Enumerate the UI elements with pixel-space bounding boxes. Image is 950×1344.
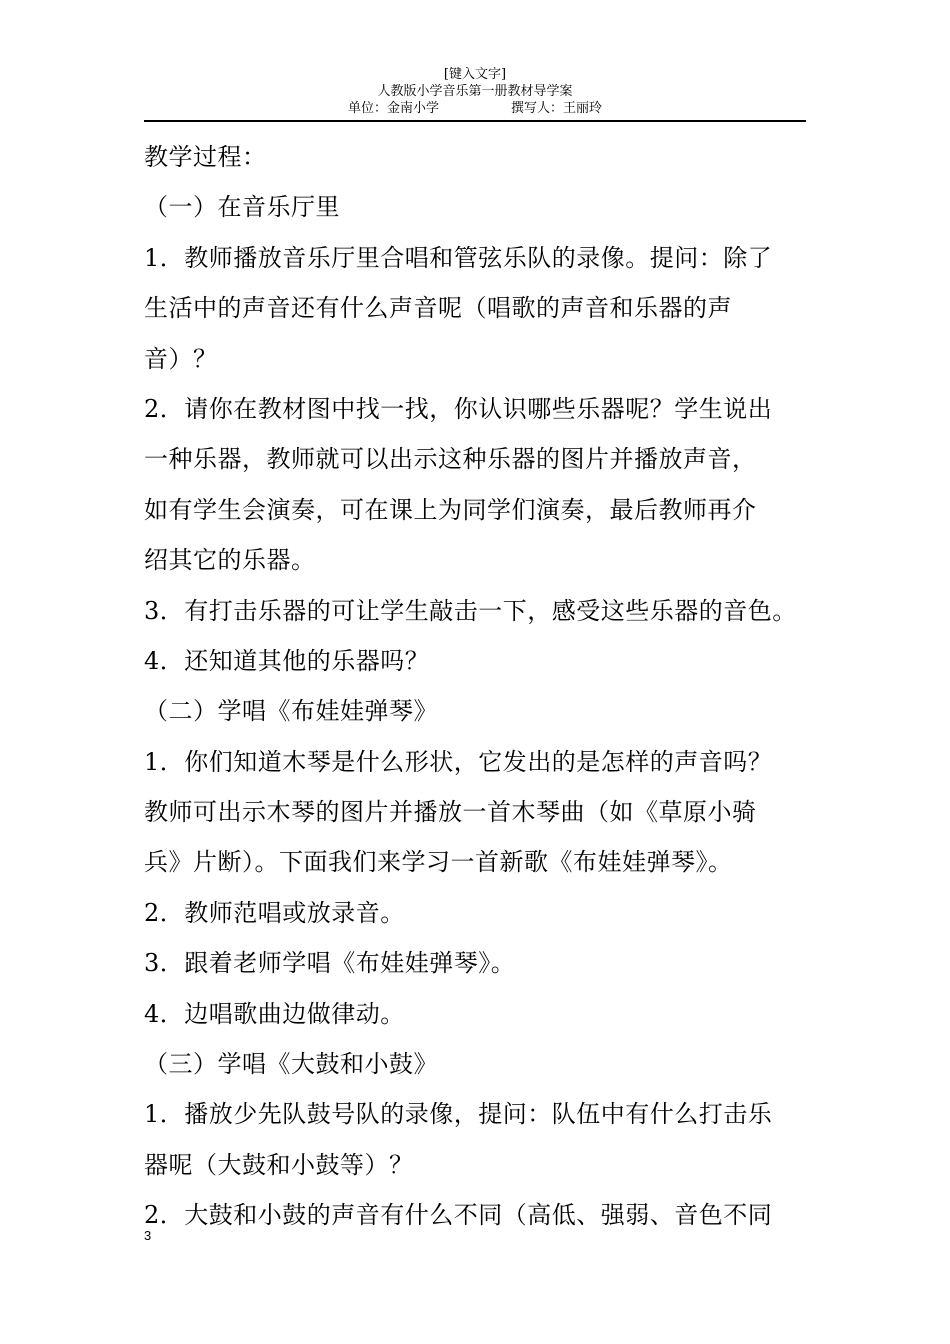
page-header: [0, 66, 950, 117]
heading-teaching-process: 教学过程：: [144, 143, 267, 171]
header-meta: [0, 100, 950, 117]
header-author: 撰写人：王丽玲: [511, 101, 603, 116]
text-line: 1．播放少先队鼓号队的录像，提问：队伍中有什么打击乐: [144, 1100, 773, 1129]
text-line: 4．还知道其他的乐器吗？: [144, 646, 430, 675]
text-line: 2．大鼓和小鼓的声音有什么不同（高低、强弱、音色不同: [144, 1201, 773, 1230]
text-line: 兵》片断）。下面我们来学习一首新歌《布娃娃弹琴》。: [144, 848, 733, 877]
section-heading-1: （一）在音乐厅里: [144, 193, 340, 222]
text-line: 如有学生会演奏，可在课上为同学们演奏，最后教师再介: [144, 495, 757, 524]
text-line: 器呢（大鼓和小鼓等）？: [144, 1150, 414, 1179]
text-line: 一种乐器，教师就可以出示这种乐器的图片并播放声音，: [144, 445, 757, 474]
text-line: 音）？: [144, 344, 218, 373]
text-line: 教师可出示木琴的图片并播放一首木琴曲（如《草原小骑: [144, 798, 757, 827]
text-line: 生活中的声音还有什么声音呢（唱歌的声音和乐器的声: [144, 294, 732, 323]
text-line: 2．请你在教材图中找一找，你认识哪些乐器呢？学生说出: [144, 394, 773, 423]
header-divider: [144, 120, 806, 122]
text-line: 1．教师播放音乐厅里合唱和管弦乐队的录像。提问：除了: [144, 243, 773, 272]
page-number: 3: [144, 1228, 152, 1243]
text-line: 1．你们知道木琴是什么形状，它发出的是怎样的声音吗？: [144, 747, 773, 776]
header-title: 人教版小学音乐第一册教材导学案: [377, 84, 573, 99]
header-unit: 单位：金南小学: [347, 101, 439, 116]
section-heading-3: （三）学唱《大鼓和小鼓》: [144, 1050, 438, 1079]
text-line: 2．教师范唱或放录音。: [144, 898, 405, 927]
section-heading-2: （二）学唱《布娃娃弹琴》: [144, 697, 438, 726]
document-body: [144, 132, 824, 1241]
header-placeholder[interactable]: [键入文字]: [443, 67, 507, 82]
text-line: 绍其它的乐器。: [144, 546, 316, 575]
text-line: 3．跟着老师学唱《布娃娃弹琴》。: [144, 949, 516, 978]
text-line: 4．边唱歌曲边做律动。: [144, 999, 405, 1028]
text-line: 3．有打击乐器的可让学生敲击一下，感受这些乐器的音色。: [144, 596, 797, 625]
